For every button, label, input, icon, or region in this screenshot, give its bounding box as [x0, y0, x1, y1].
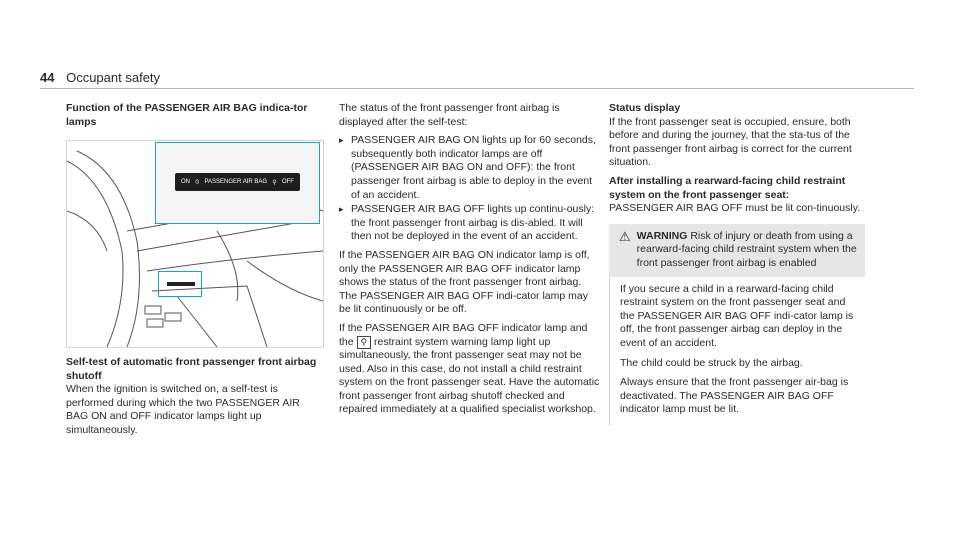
section-title: Occupant safety — [66, 70, 161, 85]
warning-title — [637, 230, 857, 271]
list-item: ▸ PASSENGER AIR BAG ON lights up for 60 seconds, subsequently both indicator lamps are off (PASSENGER AIR BAG ON and OFF): the front passenger front airbag is able to deploy in the event of an accident. — [339, 134, 601, 202]
after-install-text: PASSENGER AIR BAG OFF must be lit con-tinuously. — [609, 202, 861, 215]
status-display-text: If the front passenger seat is occupied, ensure, both before and during the journey, that the sta-tus of the front passenger front airbag is correct for the current situation. — [609, 115, 852, 169]
warning-title-text: Risk of injury or death from using a rearward-facing child restraint system when the front passenger front airbag is enabled — [636, 229, 857, 269]
after-install-heading: After installing a rearward-facing child restraint system on the front passenger seat: — [609, 174, 846, 201]
section-heading: Function of the PASSENGER AIR BAG indica-tor lamps — [66, 102, 308, 128]
column-left — [66, 102, 322, 134]
indicator-lamp-closeup — [155, 142, 320, 224]
warning-paragraph: If you secure a child in a rearward-facing child restraint system on the front passenger seat and the PASSENGER AIR BAG OFF indi-cator lamp is off, the front passenger airbag can deploy in the event of an accident. — [620, 282, 854, 349]
airbag-on-label: ON — [181, 179, 190, 185]
status-intro: The status of the front passenger front airbag is displayed after the self-test: — [339, 102, 560, 128]
status-list — [339, 134, 601, 244]
column-right — [609, 102, 865, 425]
page-header — [40, 70, 160, 85]
status-display-heading: Status display — [609, 102, 681, 114]
warning-triangle-icon: ⚠ — [619, 228, 631, 244]
self-test-heading: Self-test of automatic front passenger front airbag shutoff — [66, 356, 317, 382]
indicator-location-highlight — [158, 271, 202, 297]
airbag-off-symbol-icon: ⦸ — [195, 178, 200, 185]
seat-occupant-icon: ⚲ — [272, 179, 277, 186]
self-test-text: When the ignition is switched on, a self-test is performed during which the two PASSENGER AIR BAG ON and OFF indicator lamps light up simultaneously. — [66, 383, 300, 436]
warning-lamp-text-start: If the PASSENGER AIR BAG OFF indicator lamp and the — [339, 321, 588, 348]
passenger-air-bag-label: PASSENGER AIR BAG — [204, 179, 268, 185]
warning-header — [609, 224, 865, 277]
warning-lamp-paragraph — [339, 322, 601, 417]
self-test-section — [66, 356, 322, 443]
warning-box — [609, 224, 865, 425]
passenger-airbag-indicator-panel — [175, 173, 300, 191]
warning-body — [609, 277, 865, 425]
header-divider — [40, 88, 914, 89]
airbag-off-label: OFF — [281, 179, 294, 185]
list-item: ▸ PASSENGER AIR BAG OFF lights up continu-ously: the front passenger front airbag is dis-abled. It will then not be deployed in the event of an accident. — [339, 203, 601, 244]
warning-lamp-text-end: restraint system warning lamp light up simultaneously, the front passenger seat may not be used. Also in this case, do not install a child restraint system on the front passenger seat. Have the automatic front passenger front airbag shutoff checked and repaired immediately at a qualified specialist workshop. — [339, 335, 600, 416]
page-number: 44 — [40, 70, 55, 85]
indicator-lamp-mini — [167, 282, 195, 286]
warning-paragraph: The child could be struck by the airbag. — [620, 356, 803, 369]
warning-paragraph: Always ensure that the front passenger air-bag is deactivated. The PASSENGER AIR BAG OFF indicator lamp must be lit. — [620, 376, 849, 416]
indicator-paragraph: If the PASSENGER AIR BAG ON indicator lamp is off, only the PASSENGER AIR BAG OFF indicator lamp shows the status of the front passenger front airbag. The PASSENGER AIR BAG OFF indi-cator lamp may be lit continuously or be off. — [339, 248, 590, 316]
restraint-system-warning-icon: ⚲ — [357, 336, 372, 349]
dashboard-illustration — [66, 140, 324, 348]
warning-label: WARNING — [636, 229, 688, 242]
column-middle — [339, 102, 601, 422]
